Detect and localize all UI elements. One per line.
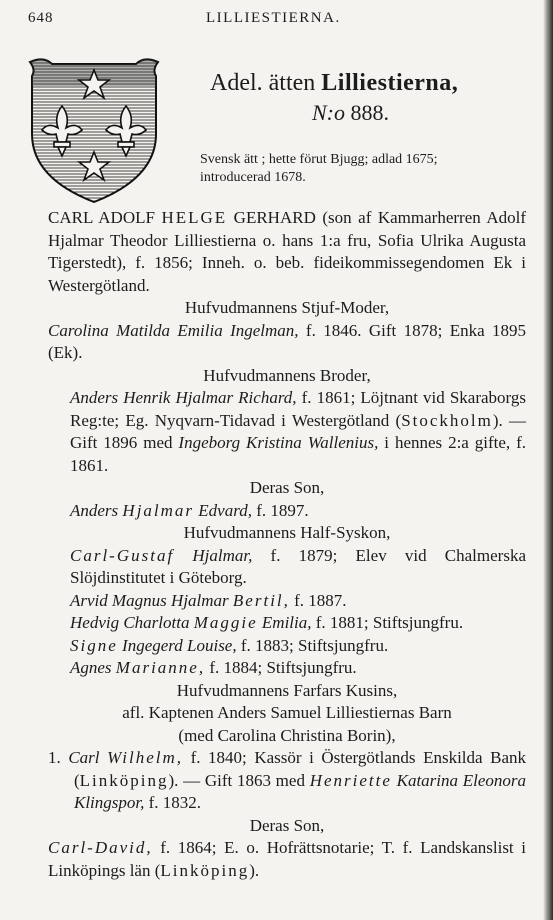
halfsibling-details: f. 1884; Stiftsjungfru. (205, 658, 357, 677)
halfsibling-name-a: Hedvig Charlotta (70, 613, 194, 632)
stepmother-details: f. 1846. Gift 1878; Enka 1895 (Ek). (48, 320, 527, 362)
cousin-son-details-2: ). (249, 860, 260, 880)
halfsibling-entry (48, 635, 526, 658)
main-person-name-rest: GERHARD (227, 208, 316, 227)
halfsibling-name-c: Emilia, (257, 613, 312, 632)
cousin-details-3: f. 1832. (144, 793, 202, 812)
halfsibling-name-b: Maggie (193, 613, 258, 632)
cousin-entry (48, 747, 526, 815)
halfsibling-details: f. 1881; Stiftsjungfru. (311, 613, 464, 632)
cousins-heading-1: Hufvudmannens Farfars Kusins, (176, 680, 398, 700)
brother-entry (48, 387, 526, 477)
family-number (312, 100, 389, 126)
brother-details-2: ). — Gift 1896 med (70, 410, 527, 452)
brother-heading: Hufvudmannens Broder, (203, 365, 371, 385)
halfsibling-details: f. 1879; Elev vid Chalmerska Slöjdinstitutet i Göteborg. (70, 545, 526, 587)
stepmother-name: Carolina Matilda Emilia Ingelman, (48, 320, 299, 340)
halfsibling-name-a: Signe (70, 635, 118, 655)
son-entry (48, 500, 526, 523)
cousin-son-place: Linköping (160, 860, 250, 880)
page-edge-shadow (543, 0, 553, 920)
brother-details: f. 1861; Löjtnant vid Skaraborgs Reg:te; Eg. Nyqvarn-Tidavad i Westergötland ( (70, 388, 526, 430)
cousin-details: f. 1840; Kassör i Östergötlands Enskilda Bank ( (74, 748, 527, 790)
brother-name: Anders Henrik Hjalmar Richard, (70, 388, 297, 407)
halfsibling-entry (48, 590, 526, 613)
halfsibling-entry (48, 545, 526, 590)
cousin-son-heading: Deras Son, (249, 815, 325, 835)
cousin-details-2: ). — Gift 1863 med (168, 770, 310, 790)
cousin-wife-name-b: Katarina Eleonora Klingspor, (74, 770, 526, 812)
halfsibling-entry (48, 612, 526, 635)
halfsibling-name-b: Ingegerd Louise, (117, 635, 237, 655)
cousin-wife-name-a: Henriette (309, 770, 392, 790)
cousin-place: Linköping (79, 770, 169, 790)
main-person-name-plain: CARL ADOLF (48, 208, 162, 227)
number-value: 888. (345, 100, 389, 125)
family-title (210, 70, 458, 97)
cousin-son-details: f. 1864; E. o. Hofrättsnotarie; T. f. Landskanslist i Linköpings län ( (48, 838, 526, 880)
running-title: LILLIESTIERNA. (206, 10, 341, 26)
family-note (200, 151, 542, 187)
title-prefix: Adel. ätten (210, 70, 322, 96)
halfsibling-name-a: Agnes (70, 658, 116, 677)
son-details: f. 1897. (251, 500, 309, 520)
number-prefix: N:o (312, 100, 345, 125)
son-name-b: Hjalmar (122, 500, 195, 520)
note-line-2: introducerad 1678. (200, 170, 306, 185)
family-name: Lilliestierna, (321, 70, 459, 96)
cousins-heading-2: afl. Kaptenen Anders Samuel Lilliestiernas Barn (122, 703, 452, 722)
stepmother-entry (48, 320, 526, 365)
brother-place: Stockholm (401, 410, 493, 430)
main-person-name-spaced: HELGE (161, 208, 228, 227)
main-person-description: (son af Kammarherren Adolf Hjalmar Theodor Lilliestierna o. hans 1:a fru, Sofia Ulrika Augusta Tigerstedt), f. 1856; Inneh. o. beb. fideikommissegendomen Ek i Westergötland. (48, 208, 526, 295)
son-name-a: Anders (70, 500, 123, 520)
coat-of-arms-icon (24, 56, 164, 206)
halfsibling-name-a: Arvid Magnus Hjalmar (70, 590, 233, 610)
halfsiblings-heading: Hufvudmannens Half-Syskon, (183, 523, 391, 542)
halfsibling-entry (48, 657, 526, 680)
cousin-name-a: Carl (68, 748, 108, 767)
their-son-heading: Deras Son, (249, 478, 325, 497)
page-number: 648 (28, 10, 54, 26)
halfsibling-name-b: Marianne, (115, 658, 206, 677)
cousin-name-b: Wilhelm, (107, 748, 184, 767)
halfsibling-details: f. 1887. (289, 590, 347, 610)
halfsibling-details: f. 1883; Stiftsjungfru. (236, 635, 389, 655)
son-name-c: Edvard, (194, 500, 252, 520)
brother-details-3: i hennes 2:a gifte, f. 1861. (70, 433, 526, 475)
brother-wife-name: Ingeborg Kristina Wallenius, (178, 433, 379, 452)
halfsibling-name-b: Hjalmar, (174, 545, 253, 565)
cousins-heading-3: (med Carolina Christina Borin), (178, 725, 396, 745)
cousin-number: 1. (48, 748, 61, 767)
cousin-son-name: Carl-David, (48, 838, 153, 857)
halfsibling-name-a: Carl-Gustaf (70, 545, 175, 565)
note-line-1: Svensk ätt ; hette förut Bjugg; adlad 1675; (200, 152, 438, 167)
cousin-son-entry (48, 837, 526, 882)
main-person-entry (48, 207, 526, 297)
halfsibling-name-b: Bertil, (232, 590, 290, 610)
genealogy-text (48, 207, 526, 882)
stepmother-heading: Hufvudmannens Stjuf-Moder, (184, 298, 390, 317)
page-header (28, 10, 525, 32)
